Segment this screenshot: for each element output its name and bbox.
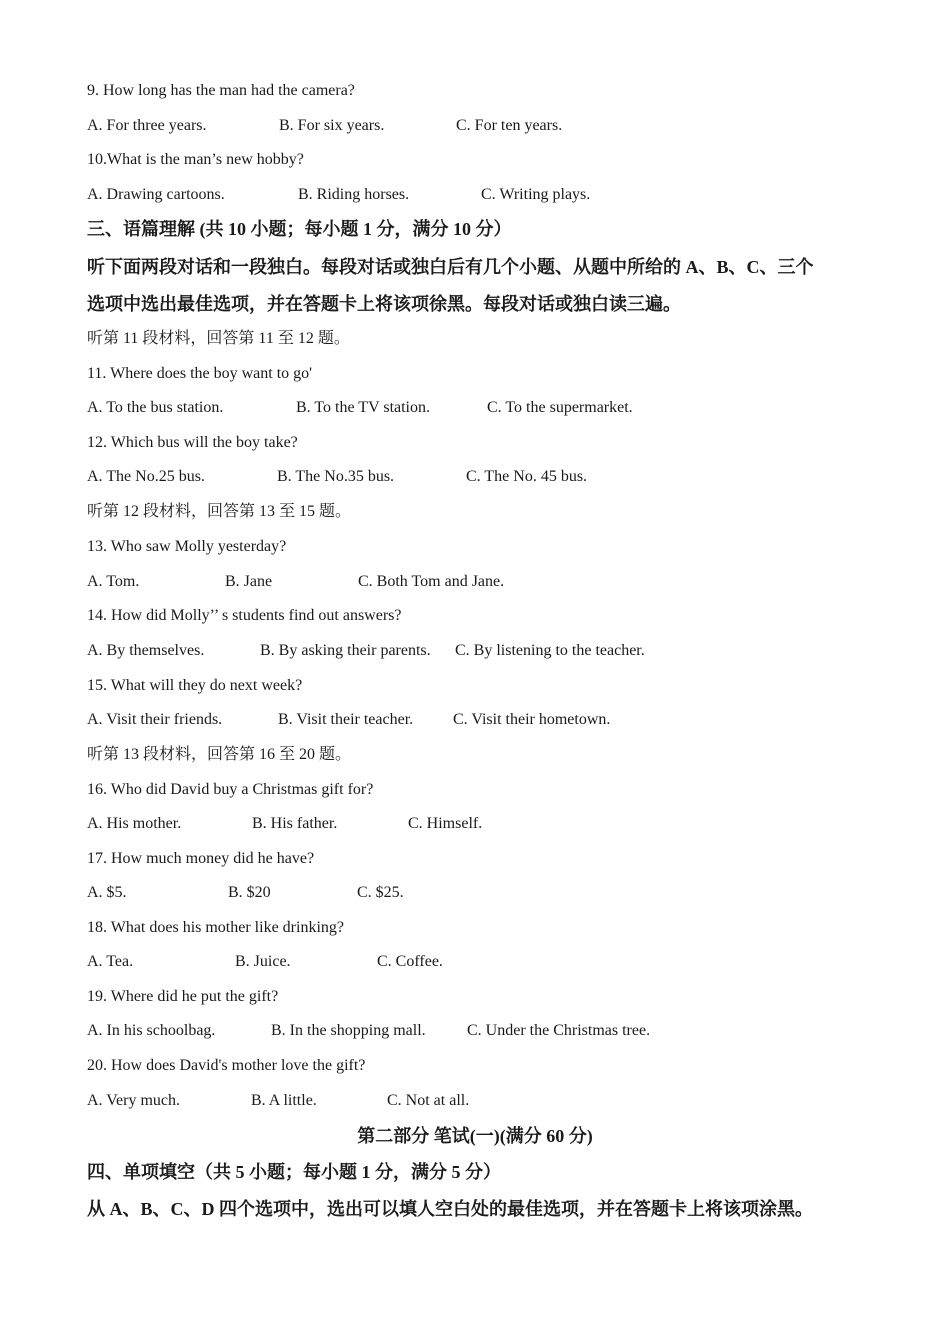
- option-c: C. Coffee.: [377, 953, 443, 970]
- option-b: B. Visit their teacher.: [278, 711, 414, 728]
- option-c: C. Himself.: [408, 815, 483, 832]
- material-13-heading: 听第 13 段材料，回答第 16 至 20 题。: [87, 746, 352, 763]
- option-b: B. By asking their parents.: [260, 642, 431, 659]
- option-b: B. His father.: [252, 815, 338, 832]
- question-19: 19. Where did he put the gift?: [87, 988, 279, 1005]
- option-a: A. Visit their friends.: [87, 711, 223, 728]
- option-c: C. The No. 45 bus.: [466, 468, 588, 485]
- option-a: A. Drawing cartoons.: [87, 186, 225, 203]
- option-a: A. For three years.: [87, 117, 207, 134]
- section-3-instructions-line-1: 听下面两段对话和一段独白。每段对话或独白后有几个小题、从题中所给的 A、B、C、三个: [87, 257, 814, 277]
- option-a: A. The No.25 bus.: [87, 468, 205, 485]
- option-b: B. To the TV station.: [296, 399, 430, 416]
- option-a: A. $5.: [87, 884, 127, 901]
- option-b: B. $20: [228, 884, 271, 901]
- question-9: 9. How long has the man had the camera?: [87, 82, 355, 99]
- question-16: 16. Who did David buy a Christmas gift for?: [87, 781, 374, 798]
- question-10: 10.What is the man’s new hobby?: [87, 151, 304, 168]
- question-14: 14. How did Molly’’ s students find out answers?: [87, 607, 402, 624]
- option-b: B. The No.35 bus.: [277, 468, 395, 485]
- section-4-instructions: 从 A、B、C、D 四个选项中，选出可以填人空白处的最佳选项，并在答题卡上将该项涂黑。: [87, 1199, 813, 1219]
- material-12-heading: 听第 12 段材料，回答第 13 至 15 题。: [87, 503, 352, 520]
- option-c: C. $25.: [357, 884, 404, 901]
- question-20: 20. How does David's mother love the gift?: [87, 1057, 366, 1074]
- material-11-heading: 听第 11 段材料，回答第 11 至 12 题。: [87, 330, 350, 347]
- question-15: 15. What will they do next week?: [87, 677, 303, 694]
- option-a: A. Tea.: [87, 953, 134, 970]
- question-17: 17. How much money did he have?: [87, 850, 315, 867]
- option-b: B. In the shopping mall.: [271, 1022, 426, 1039]
- section-4-title: 四、单项填空（共 5 小题；每小题 1 分，满分 5 分）: [87, 1162, 501, 1182]
- option-c: C. For ten years.: [456, 117, 563, 134]
- option-a: A. To the bus station.: [87, 399, 224, 416]
- option-b: B. Juice.: [235, 953, 291, 970]
- option-c: C. Not at all.: [387, 1092, 470, 1109]
- section-3-instructions-line-2: 选项中选出最佳选项，并在答题卡上将该项徐黑。每段对话或独白读三遍。: [87, 294, 681, 314]
- option-a: A. By themselves.: [87, 642, 205, 659]
- question-12: 12. Which bus will the boy take?: [87, 434, 298, 451]
- option-a: A. Very much.: [87, 1092, 181, 1109]
- option-a: A. In his schoolbag.: [87, 1022, 216, 1039]
- option-c: C. Both Tom and Jane.: [358, 573, 505, 590]
- option-c: C. By listening to the teacher.: [455, 642, 645, 659]
- question-11: 11. Where does the boy want to go': [87, 365, 313, 382]
- option-a: A. Tom.: [87, 573, 140, 590]
- part-2-heading: 第二部分 笔试(一)(满分 60 分): [357, 1126, 593, 1146]
- section-3-title: 三、语篇理解 (共 10 小题；每小题 1 分，满分 10 分）: [87, 219, 512, 239]
- option-b: B. A little.: [251, 1092, 317, 1109]
- question-13: 13. Who saw Molly yesterday?: [87, 538, 287, 555]
- option-c: C. To the supermarket.: [487, 399, 633, 416]
- option-c: C. Under the Christmas tree.: [467, 1022, 651, 1039]
- option-c: C. Visit their hometown.: [453, 711, 611, 728]
- option-b: B. Jane: [225, 573, 273, 590]
- option-b: B. Riding horses.: [298, 186, 410, 203]
- question-18: 18. What does his mother like drinking?: [87, 919, 344, 936]
- option-a: A. His mother.: [87, 815, 182, 832]
- option-b: B. For six years.: [279, 117, 385, 134]
- option-c: C. Writing plays.: [481, 186, 591, 203]
